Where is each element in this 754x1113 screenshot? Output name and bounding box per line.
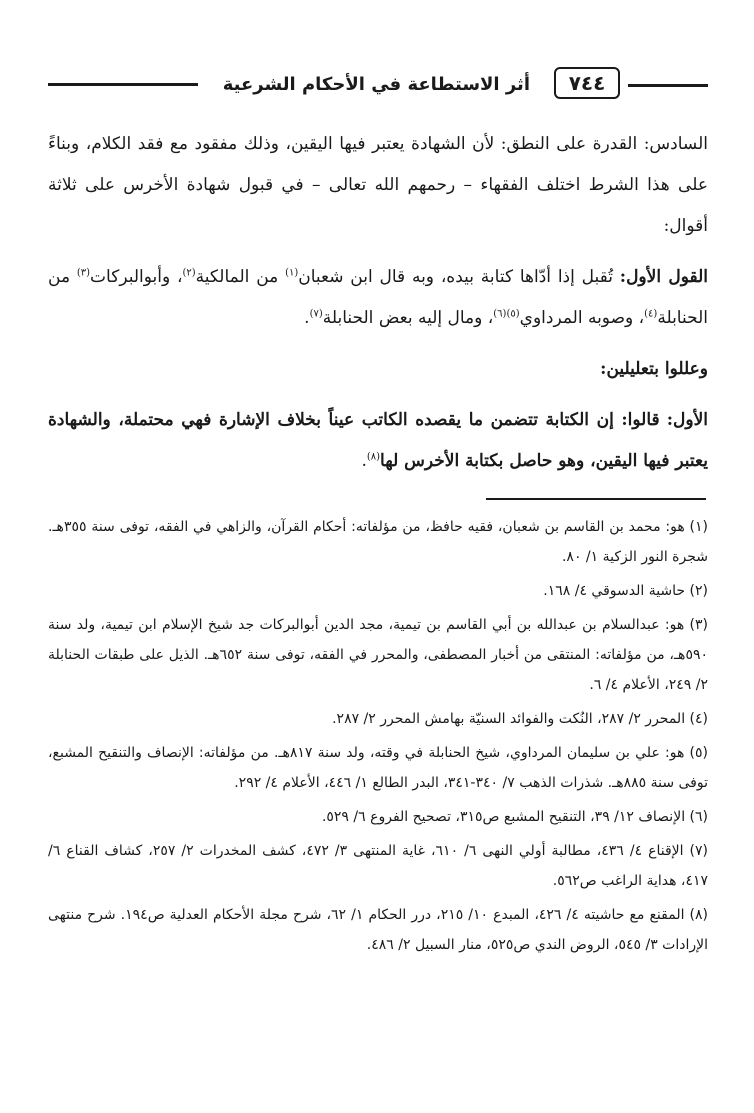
footnote-ref-1[interactable]: (١) (285, 267, 299, 279)
running-title: أثر الاستطاعة في الأحكام الشرعية (222, 74, 530, 95)
header-rule-left (48, 83, 198, 87)
first-justification-text: قالوا: إن الكتابة تتضمن ما يقصده الكاتب عيناً بخلاف الإشارة فهي محتملة، والشهادة يعتبر فيها اليقين، وهو حاصل بكتابة الأخرس لها (48, 410, 708, 471)
footnote-2: (٢) حاشية الدسوقي ٤/ ١٦٨. (543, 583, 708, 599)
page-header (48, 62, 708, 106)
footnote-separator (486, 498, 706, 500)
footnote-4: (٤) المحرر ٢/ ٢٨٧، النُكت والفوائد السنيّة بهامش المحرر ٢/ ٢٨٧. (332, 711, 708, 727)
paragraph-conditions: السادس: القدرة على النطق: لأن الشهادة يعتبر فيها اليقين، وذلك مفقود مع فقد الكلام، وبناءً على هذا الشرط اختلف الفقهاء – رحمهم الله تعالى – في قبول شهادة الأخرس على ثلاثة أقوال: (48, 134, 708, 236)
footnote-ref-7[interactable]: (٧) (309, 308, 323, 320)
footnote-7: (٧) الإقناع ٤/ ٤٣٦، مطالبة أولي النهى ٦/ ٦١٠، غاية المنتهى ٣/ ٤٧٢، كشف المخدرات ٢/ ٢٥٧، كشاف القناع ٦/ ٤١٧، هداية الراغب ص٥٦٢. (48, 843, 708, 889)
paragraph-first-justification (48, 400, 708, 482)
page-number: ٧٤٤ (554, 67, 620, 99)
header-rule-right (628, 84, 708, 87)
footnote-8: (٨) المقنع مع حاشيته ٤/ ٤٢٦، المبدع ١٠/ ٢١٥، درر الحكام ١/ ٦٢، شرح مجلة الأحكام العدلية ص١٩٤. شرح منتهى الإرادات ٣/ ٥٤٥، الروض الندي ص٥٢٥، منار السبيل ٢/ ٤٨٦. (48, 907, 709, 953)
first-opinion-end: . (304, 308, 310, 328)
footnote-3: (٣) هو: عبدالسلام بن عبدالله بن أبي القاسم بن تيمية، مجد الدين أبوالبركات جد شيخ الإسلام ابن تيمية، ولد سنة ٥٩٠هـ، من مؤلفاته: المنتقى من أخبار المصطفى، والمحرر في الفقه، توفى سنة ٦٥٢هـ. الذيل على طبقات الحنابلة ٢/ ٢٤٩، الأعلام ٤/ ٦. (48, 617, 708, 693)
footnote-6: (٦) الإنصاف ١٢/ ٣٩، التنقيح المشبع ص٣١٥، تصحيح الفروع ٦/ ٥٢٩. (321, 809, 708, 825)
first-justification-end: . (361, 451, 367, 471)
first-opinion-text-c: ، وأبوالبركات (90, 267, 183, 287)
footnotes (48, 512, 708, 964)
footnote-ref-4[interactable]: (٤) (644, 308, 658, 320)
footnote-ref-3[interactable]: (٣) (76, 267, 91, 279)
first-opinion-text-a: تُقبل إذا أدّاها كتابة بيده، وبه قال ابن شعبان (298, 267, 613, 287)
first-justification-label: الأول: (666, 410, 708, 430)
first-opinion-text-e: ، وصوبه المرداوي (519, 308, 645, 328)
footnote-1: (١) هو: محمد بن القاسم بن شعبان، فقيه حافظ، من مؤلفاته: أحكام القرآن، والزاهي في الفقه، توفى سنة ٣٥٥هـ. شجرة النور الزكية ١/ ٨٠. (48, 519, 708, 565)
first-opinion-text-b: من المالكية (195, 267, 279, 287)
first-opinion-label: القول الأول: (619, 267, 709, 287)
footnote-5: (٥) هو: علي بن سليمان المرداوي، شيخ الحنابلة في وقته، ولد سنة ٨١٧هـ. من مؤلفاته: الإنصاف والتنقيح المشبع، توفى سنة ٨٨٥هـ. شذرات الذهب ٧/ ٣٤٠-٣٤١، البدر الطالع ١/ ٤٤٦، الأعلام ٤/ ٢٩٢. (48, 745, 708, 791)
footnote-ref-8[interactable]: (٨) (366, 451, 381, 463)
main-text (48, 124, 708, 482)
first-opinion-text-d: من الحنابلة (48, 267, 708, 328)
paragraph-first-opinion (48, 257, 708, 339)
paragraph-justifications: وعللوا بتعليلين: (600, 359, 708, 379)
footnote-ref-5-6[interactable]: (٥)(٦) (493, 308, 520, 320)
first-opinion-text-f: ، ومال إليه بعض الحنابلة (322, 308, 494, 328)
footnote-ref-2[interactable]: (٢) (182, 267, 196, 279)
